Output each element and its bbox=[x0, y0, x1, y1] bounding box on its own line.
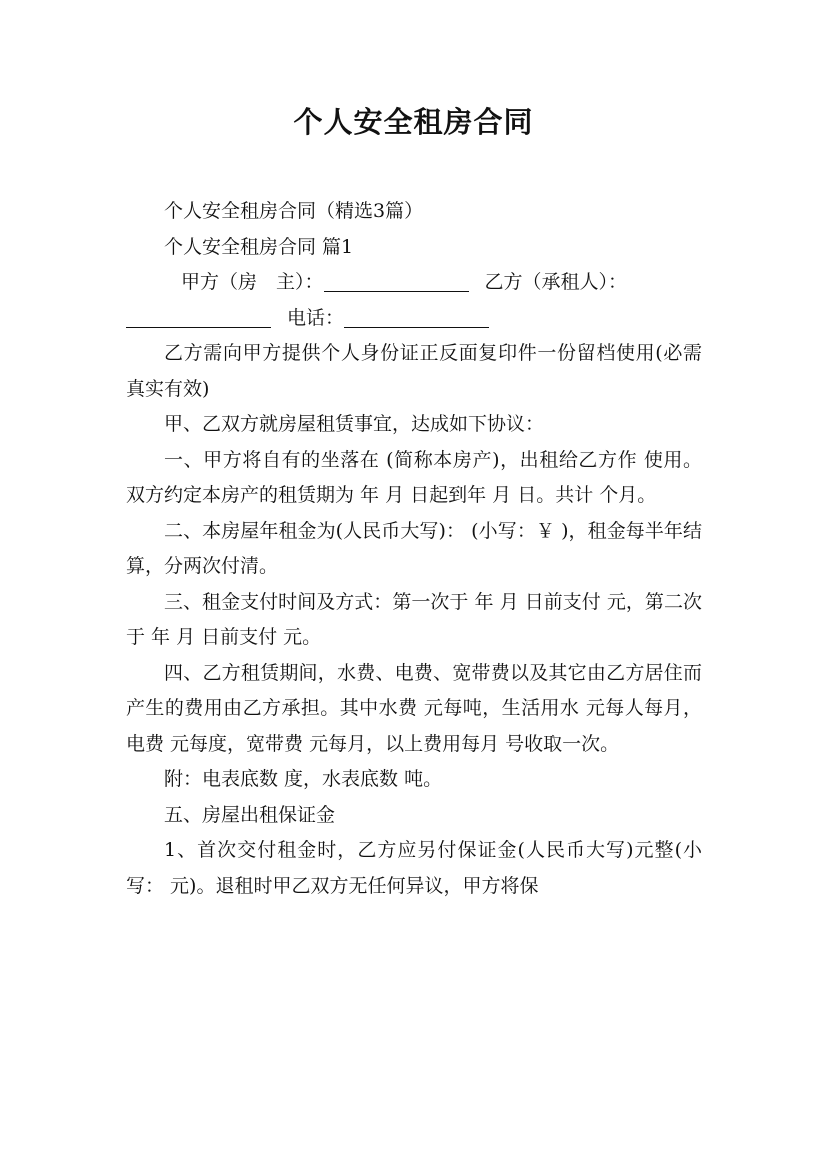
party-a-blank bbox=[324, 269, 469, 292]
paragraph: 附：电表底数 度，水表底数 吨。 bbox=[164, 768, 443, 790]
party-a-label: 甲方（房 主）： bbox=[181, 271, 324, 293]
document-body bbox=[126, 194, 702, 904]
parties-line bbox=[126, 265, 702, 301]
phone-blank bbox=[344, 305, 489, 328]
paragraph: 三、租金支付时间及方式：第一次于 年 月 日前支付 元，第二次于 年 月 日前支付 元。 bbox=[126, 590, 702, 648]
paragraph: 二、本房屋年租金为(人民币大写)： (小写：￥ )，租金每半年结算，分两次付清。 bbox=[126, 519, 702, 577]
paragraph: 四、乙方租赁期间，水费、电费、宽带费以及其它由乙方居住而产生的费用由乙方承担。其中水费 元每吨，生活用水 元每人每月，电费 元每度，宽带费 元每月，以上费用每月 号收取一次。 bbox=[126, 661, 702, 755]
parties-line-2 bbox=[126, 301, 702, 337]
paragraph: 1、首次交付租金时，乙方应另付保证金(人民币大写)元整(小写： 元)。退租时甲乙双方无任何异议，甲方将保 bbox=[126, 839, 702, 897]
document-title: 个人安全租房合同 bbox=[293, 105, 534, 139]
section-heading: 个人安全租房合同 篇1 bbox=[164, 235, 354, 258]
phone-label: 电话： bbox=[287, 306, 345, 329]
document-subtitle: 个人安全租房合同（精选3篇） bbox=[164, 200, 424, 222]
party-b-label: 乙方（承租人）： bbox=[484, 271, 628, 293]
paragraph: 一、甲方将自有的坐落在 (简称本房产)，出租给乙方作 使用。双方约定本房产的租赁期为 年 月 日起到年 月 日。共计 个月。 bbox=[126, 448, 702, 506]
paragraph: 乙方需向甲方提供个人身份证正反面复印件一份留档使用(必需真实有效) bbox=[126, 342, 702, 400]
paragraph: 五、房屋出租保证金 bbox=[164, 803, 336, 826]
paragraph: 甲、乙双方就房屋租赁事宜，达成如下协议： bbox=[164, 413, 545, 435]
party-b-blank bbox=[126, 305, 271, 328]
